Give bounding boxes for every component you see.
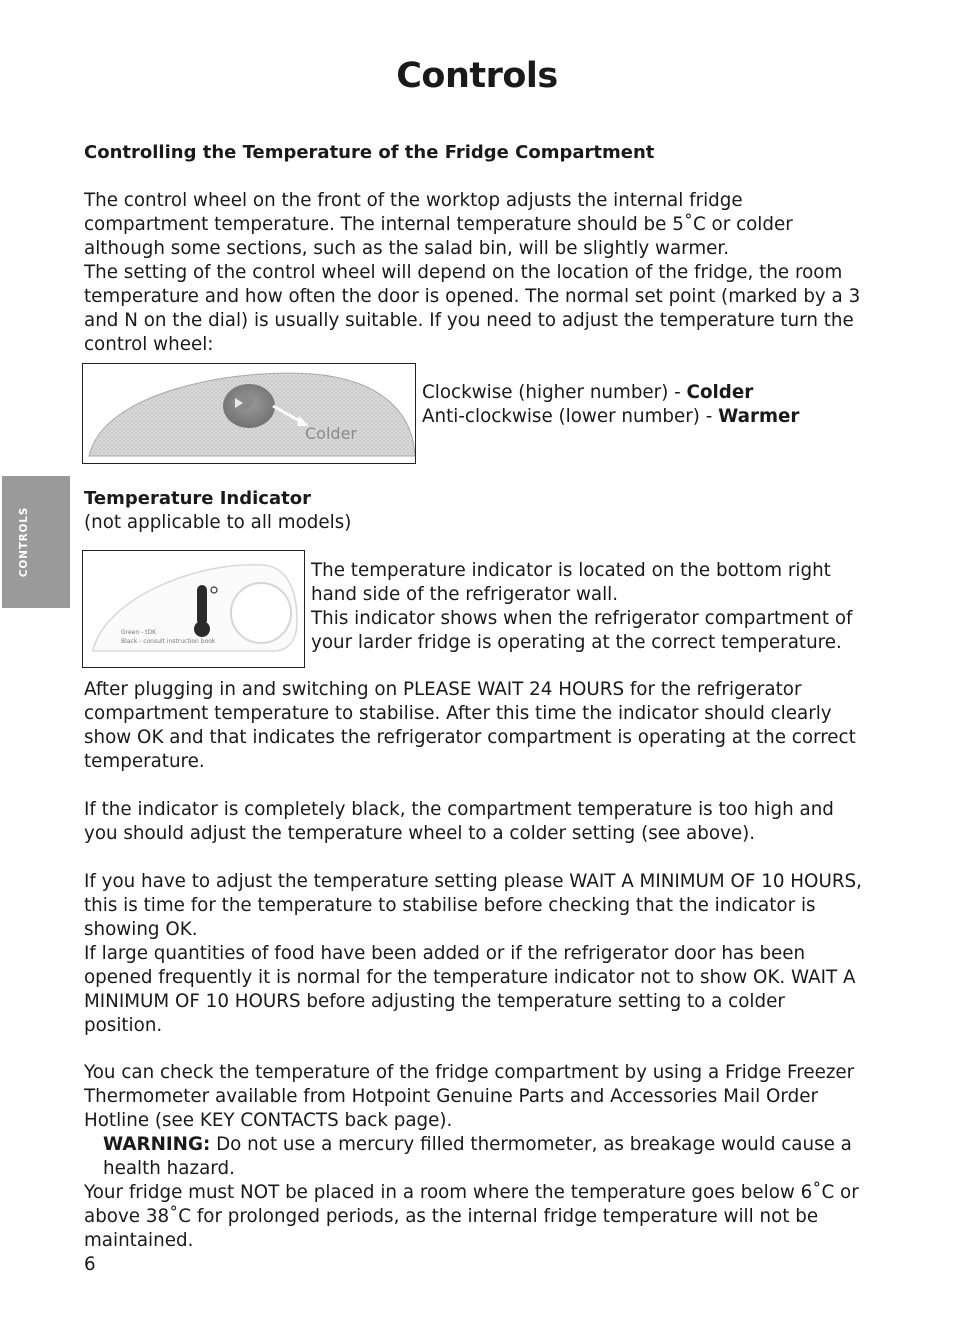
wait-24-hours-paragraph: After plugging in and switching on PLEASE WAIT 24 HOURS for the refrigerator compartment temperature to stabilise. After this time the indicator should clearly show OK and that indicates the refrigerator compartment is operating at the correct temperature. [84, 679, 856, 772]
indicator-legend-line-1: Green - tDK [121, 629, 157, 636]
fridge-intro-paragraph: The control wheel on the front of the worktop adjusts the internal fridge compartment temperature. The internal temperature should be 5˚C or colder although some sections, such as the salad bin, will be slightly warmer. The setting of the control wheel will depend on the location of the fridge, the room temperature and how often the door is opened. The normal set point (marked by a 3 and N on the dial) is usually suitable. If you need to adjust the temperature turn the control wheel: [84, 190, 861, 355]
clockwise-colder: Colder [686, 382, 754, 403]
indicator-location-text: The temperature indicator is located on the bottom right hand side of the refrigerator wall. This indicator shows when the refrigerator compartment of your larder fridge is operating at the correct temperature. [311, 560, 853, 653]
page-number: 6 [84, 1254, 96, 1275]
control-dial-image [82, 363, 416, 464]
warning-block [103, 1133, 863, 1181]
adjust-setting-paragraph: If you have to adjust the temperature setting please WAIT A MINIMUM OF 10 HOURS, this is time for the temperature to stabilise before checking that the indicator is showing OK. If large quantities of food have been added or if the refrigerator door has been opened frequently it is normal for the temperature indicator not to show OK. WAIT A MINIMUM OF 10 HOURS before adjusting the temperature setting to a colder position. [84, 871, 862, 1036]
page-title: Controls [396, 56, 558, 96]
temperature-indicator-image [82, 550, 305, 668]
anticlockwise-text: Anti-clockwise (lower number) - [422, 406, 719, 427]
indicator-legend-line-2: Black - consult instruction book [121, 638, 216, 645]
dial-illustration [83, 364, 415, 463]
check-temperature-paragraph: You can check the temperature of the fridge compartment by using a Fridge Freezer Thermometer available from Hotpoint Genuine Parts and Accessories Mail Order Hotline (see KEY CONTACTS back page). [84, 1062, 855, 1131]
indicator-section-heading: Temperature Indicator [84, 488, 311, 509]
indicator-subheading: (not applicable to all models) [84, 512, 352, 533]
indicator-illustration [83, 551, 304, 667]
clockwise-line [422, 381, 753, 405]
side-tab [2, 476, 70, 608]
warning-label: WARNING: [103, 1134, 211, 1155]
anticlockwise-line [422, 405, 799, 429]
clockwise-text: Clockwise (higher number) - [422, 382, 687, 403]
indicator-black-paragraph: If the indicator is completely black, the compartment temperature is too high and you should adjust the temperature wheel to a colder setting (see above). [84, 799, 834, 844]
warning-text: Do not use a mercury filled thermometer, as breakage would cause a health hazard. [103, 1134, 852, 1179]
fridge-section-heading: Controlling the Temperature of the Fridge Compartment [84, 142, 655, 163]
room-temperature-paragraph: Your fridge must NOT be placed in a room where the temperature goes below 6˚C or above 38˚C for prolonged periods, as the internal fridge temperature will not be maintained. [84, 1182, 859, 1251]
dial-colder-label: Colder [305, 424, 357, 443]
side-tab-label: CONTROLS [18, 506, 30, 578]
anticlockwise-warmer: Warmer [718, 406, 800, 427]
